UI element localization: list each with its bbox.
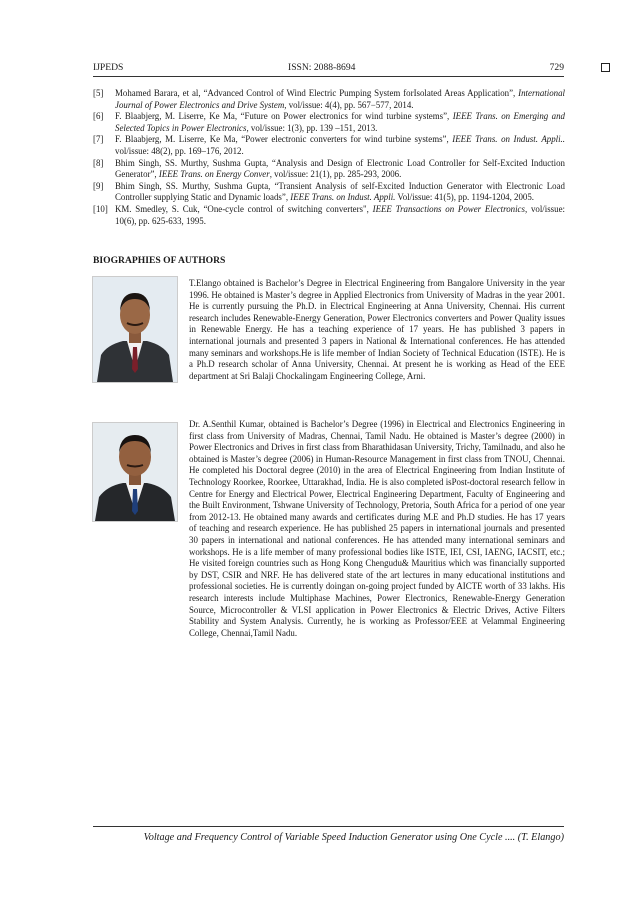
author-photo	[92, 422, 178, 522]
page-number: 729	[549, 62, 564, 73]
reference-text: Bhim Singh, SS. Murthy, Sushma Gupta, “Transient Analysis of self-Excited Induction Generator with Electronic Load Controller supplying Static and Dynamic loads”, IEEE Trans. on Indust. Appli. Vol/issue: 41(5), pp. 1194-1204, 2005.	[115, 180, 565, 203]
reference-text: F. Blaabjerg, M. Liserre, Ke Ma, “Power electronic converters for wind turbine systems”, IEEE Trans. on Indust. Appli.. vol/issue: 48(2), pp. 169–176, 2012.	[115, 134, 565, 156]
reference-item	[93, 181, 565, 204]
issn: ISSN: 2088-8694	[288, 62, 356, 73]
biographies-heading: BIOGRAPHIES OF AUTHORS	[93, 255, 226, 266]
reference-item	[93, 158, 565, 181]
reference-text: F. Blaabjerg, M. Liserre, Ke Ma, “Future on Power electronics for wind turbine systems”, IEEE Trans. on Emerging and Selected Topics in Power Electronics, vol/issue: 1(3), pp. 139 –151, 2013.	[115, 111, 565, 133]
page-footer: Voltage and Frequency Control of Variable Speed Induction Generator using One Cycle .... (T. Elango)	[93, 826, 564, 843]
checkbox-square-icon	[601, 63, 610, 72]
reference-item	[93, 204, 565, 227]
reference-item	[93, 134, 565, 157]
author-biography: T.Elango obtained is Bachelor’s Degree in Electrical Engineering from Bangalore University in the year 1996. He obtained is Master’s degree in Applied Electronics from University of Madras in the year 2001. He is currently pursuing the Ph.D. in Electrical Engineering at Anna University, Chennai. His current research includes Renewable-Energy Generation, Power Electronics converters and Power Quality issues in Renewable Energy. He has a teaching experience of 17 years. He has published 3 papers in international journals and presented 3 papers in National & International conferences. He has attended many seminars and workshops.He is life member of Indian Society of Technical Education (ISTE). He is a Ph.D research scholar of Anna University, Chennai. At present he is working as Head of the EEE department at Sri Balaji Chockalingam Engineering College, Arni.	[189, 278, 565, 381]
journal-name: IJPEDS	[93, 62, 124, 73]
reference-text: Bhim Singh, SS. Murthy, Sushma Gupta, “Analysis and Design of Electronic Load Controller for Self-Excited Induction Generator”, IEEE Trans. on Energy Conver, vol/issue: 21(1), pp. 285-293, 2006.	[115, 157, 565, 180]
reference-item	[93, 111, 565, 134]
reference-number: [10]	[93, 203, 108, 214]
reference-number: [6]	[93, 111, 104, 122]
reference-list	[93, 88, 565, 227]
reference-number: [5]	[93, 88, 104, 98]
reference-number: [9]	[93, 180, 104, 191]
page-header	[93, 62, 564, 77]
reference-item	[93, 88, 565, 111]
reference-text: KM. Smedley, S. Cuk, “One-cycle control of switching converters", IEEE Transactions on Power Electronics, vol/issue: 10(6), pp. 625-633, 1995.	[115, 203, 565, 226]
reference-text: Mohamed Barara, et al, “Advanced Control of Wind Electric Pumping System forIsolated Areas Application”, International Journal of Power Electronics and Drive System, vol/issue: 4(4), pp. 567−577, 2014.	[115, 88, 565, 110]
reference-number: [8]	[93, 157, 104, 168]
author-photo	[92, 276, 178, 383]
author-biography: Dr. A.Senthil Kumar, obtained is Bachelor’s Degree (1996) in Electrical and Electronics Engineering in first class from University of Madras, Chennai, Tamil Nadu. He obtained is Master’s degree (2000) in Power Electronics and Drives in first class from Bharathidasan University, Trichy, Tamilnadu, and also he obtained is Master’s degree (2006) in Human-Resource Management in first class from TNOU, Chennai. He completed his Doctoral degree (2010) in the area of Electrical Engineering from Indian Institute of Technology Roorkee, Roorkee, Uttarakhad, India. He is also completed isPost-doctoral research fellow in Centre for Energy and Electrical Power, Electrical Engineering Department, Faculty of Engineering and the Built Environment, Tshwane University of Technology, Pretoria, South Africa for a period of one year from 2012-13. He obtained many awards and certificates during M.E and Ph.D studies. He has 17 years of teaching and research experience. He has published 25 papers in international journals and presented 30 papers in international and national conferences. He has attended many international seminars and workshops. He is a life member of many professional bodies like ISTE, IEI, CSI, IAENG, IACSIT, etc.; He visited foreign countries such as Hong Kong Chengudu& Mauritius which was financially supported by DST, CSIR and NRF. He has delivered state of the art lectures in many educational institutions and professional societies. He is currently doingan on-going project funded by AICTE worth of 33 lakhs. His research interests include Multiphase Machines, Power Electronics, Renewable-Energy Generation Source, Microcontroller & VLSI application in Power Electronics & Electric Drives, Active Filters Stability and System Analysis. Currently, he is working as Professor/EEE at Velammal Engineering College, Chennai,Tamil Nadu.	[189, 419, 565, 638]
reference-number: [7]	[93, 134, 104, 145]
